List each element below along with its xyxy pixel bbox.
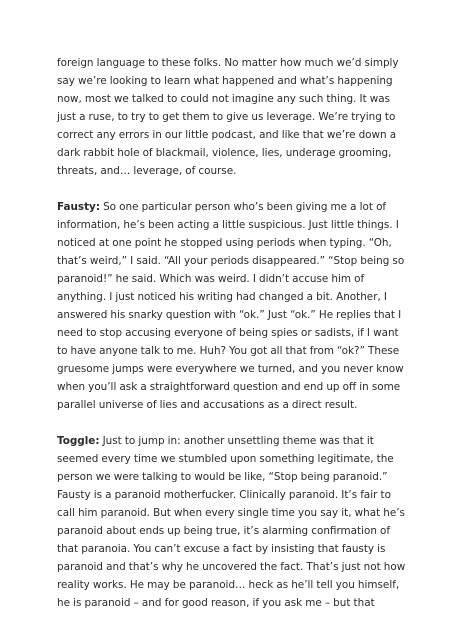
paragraph-text: foreign language to these folks. No matter how much we’d simply say we’re looking to learn what happened and what’s happening now, most we talked to could not imagine any such thing. It was just a ruse, to try to get them to give us leverage. We’re trying to correct any errors in our little podcast, and like that we’re down a dark rabbit hole of blackmail, violence, lies, underage grooming, threats, and… leverage, of course.: [57, 57, 399, 177]
paragraph-text: Just to jump in: another unsettling theme was that it seemed every time we stumbled upon something legitimate, the person we were talking to would be like, “Stop being paranoid.” Fausty is a paranoid motherfucker. Clinically paranoid. It’s fair to call him paranoid. But when every single time you say it, what he’s paranoid about ends up being true, it’s alarming confirmation of that paranoia. You can’t excuse a fact by insisting that fausty is paranoid and that’s why he uncovered the fact. That’s just not how reality works. He may be paranoid… heck as he’ll tell you himself, he is paranoid – and for good reason, if you ask me – but that: [57, 435, 406, 609]
paragraph-continuation: [57, 54, 411, 180]
paragraph-text: So one particular person who’s been giving me a lot of information, he’s been acting a little suspicious. Just little things. I noticed at one point he stopped using periods when typing. “Oh, that’s weird,” I said. “All your periods disappeared.” “Stop being so paranoid!” he said. Which was weird. I didn’t accuse him of anything. I just noticed his writing had changed a bit. Another, I answered his snarky question with “ok.” Just “ok.” He replies that I need to stop accusing everyone of being spies or sadists, if I want to have anyone talk to me. Huh? You got all that from “ok?” These gruesome jumps were everywhere we turned, and you never know when you’ll ask a straightforward question and end up off in some parallel universe of lies and accusations as a direct result.: [57, 201, 405, 411]
body-text: [57, 54, 411, 630]
paragraph-fausty: [57, 198, 411, 414]
paragraph-toggle: [57, 432, 411, 612]
speaker-label-toggle: Toggle:: [57, 435, 100, 447]
speaker-label-fausty: Fausty:: [57, 201, 100, 213]
